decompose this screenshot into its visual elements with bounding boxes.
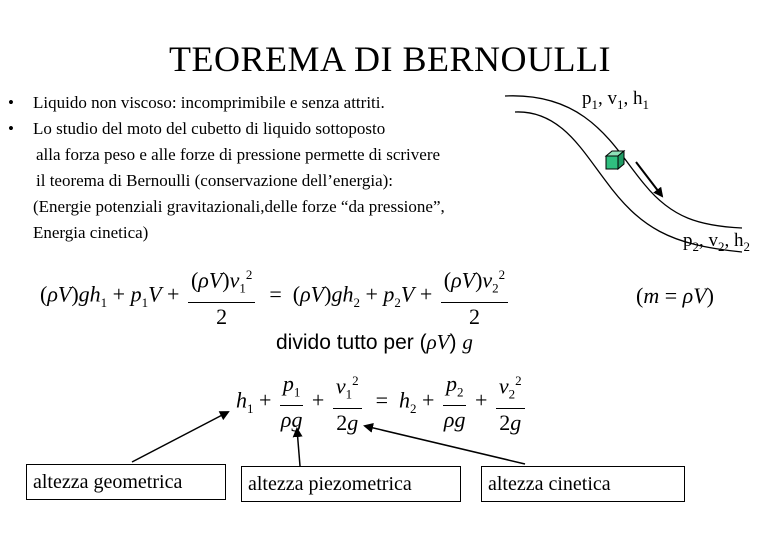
- pressure-fraction-1: $\frac{p_1}{\rho g}$: [280, 370, 303, 433]
- liquid-cube-icon: [606, 151, 624, 169]
- velocity-fraction-1: $\frac{v_1^2}{2g}$: [333, 368, 362, 437]
- point1-label: $p_1$, $v_1$, $h_1$: [582, 88, 649, 112]
- bullet-continuation-2: il teorema di Bernoulli (conservazione dell’energia):: [36, 171, 394, 190]
- bullet-symbol: •: [8, 93, 14, 112]
- bullet-text-2: Lo studio del moto del cubetto di liquido sottoposto: [33, 119, 386, 138]
- box-piezometric-height: altezza piezometrica: [241, 466, 461, 502]
- bullet-text-1: Liquido non viscoso: incomprimibile e senza attriti.: [33, 93, 385, 112]
- pressure-fraction-2: $\frac{p_2}{\rho g}$: [443, 370, 466, 433]
- kinetic-fraction-1: $\frac{(\rho V)v_1^2}{2}$: [188, 262, 255, 331]
- box-geometric-height: altezza geometrica: [26, 464, 226, 500]
- bernoulli-height-equation: $h_1$ + $\frac{p_1}{\rho g}$ + $\frac{v_1^2}{2g}$ = $h_2$ + $\frac{p_2}{\rho g}$ + $\frac{v_2^2}{2g}$: [236, 368, 528, 437]
- velocity-fraction-2: $\frac{v_2^2}{2g}$: [496, 368, 525, 437]
- bullet-continuation-3: (Energie potenziali gravitazionali,delle forze “da pressione”,: [33, 197, 445, 216]
- bullet-symbol: •: [8, 119, 14, 138]
- kinetic-fraction-2: $\frac{(\rho V)v_2^2}{2}$: [441, 262, 508, 331]
- box-kinetic-height: altezza cinetica: [481, 466, 685, 502]
- divide-instruction: divido tutto per (ρV) g: [276, 330, 473, 354]
- bernoulli-energy-equation: $(\rho V)gh_1 + p_1V$ + $\frac{(\rho V)v_1^2}{2}$ = $(\rho V)gh_2 + p_2V$ + $\frac{(\rho V)v_2^2}{2}$: [40, 262, 511, 331]
- bullet-continuation-4: Energia cinetica): [33, 223, 149, 242]
- arrow-to-h1: [132, 412, 228, 462]
- page-title: TEOREMA DI BERNOULLI: [169, 39, 611, 79]
- bullet-continuation-1: alla forza peso e alle forze di pressione permette di scrivere: [36, 145, 441, 164]
- mass-relation: (m = ρV): [636, 283, 714, 308]
- point2-label: $p_2$, $v_2$, $h_2$: [683, 230, 750, 254]
